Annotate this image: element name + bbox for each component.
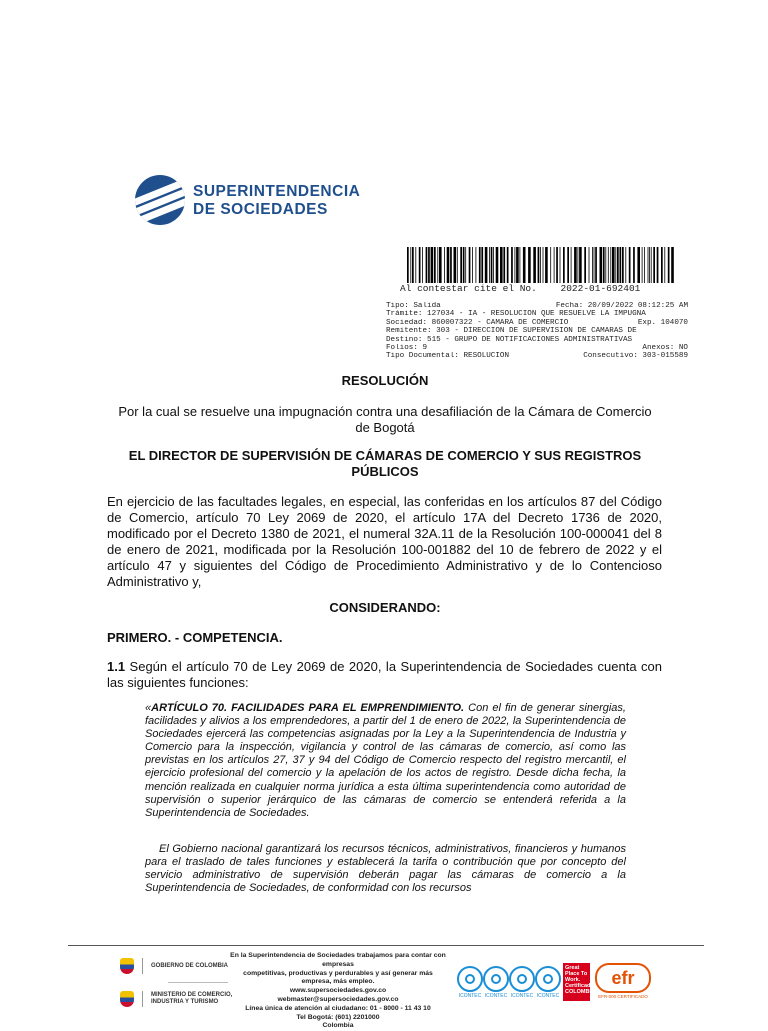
- footer-line: www.supersociedades.gov.co: [289, 987, 387, 995]
- icontec-seal-icon: [457, 966, 483, 992]
- barcode-bar: [493, 247, 494, 283]
- barcode-bar: [556, 247, 558, 283]
- barcode-bar: [605, 247, 606, 283]
- barcode-bar: [489, 247, 490, 283]
- metadata-right: Anexos: NO: [642, 344, 688, 353]
- barcode: [407, 247, 677, 283]
- ministry-line-1: MINISTERIO DE COMERCIO,: [151, 992, 233, 998]
- icontec-label: ICONTEC: [458, 993, 482, 999]
- barcode-bar: [422, 247, 423, 283]
- barcode-bar: [454, 247, 457, 283]
- barcode-bar: [574, 247, 577, 283]
- barcode-bar: [563, 247, 565, 283]
- efr-wordmark: efr: [595, 963, 651, 993]
- barcode-bar: [447, 247, 450, 283]
- barcode-bar: [545, 247, 548, 283]
- radicado-line: [400, 283, 640, 294]
- metadata-left: Sociedad: 860007322 - CAMARA DE COMERCIO: [386, 318, 569, 327]
- barcode-bar: [610, 247, 611, 283]
- colombia-shield-icon: [120, 958, 134, 974]
- barcode-bar: [450, 247, 452, 283]
- barcode-bar: [571, 247, 572, 283]
- barcode-bar: [617, 247, 619, 283]
- efr-caption: EFR-000 CERTIFICADO: [598, 994, 648, 999]
- metadata-row: [386, 302, 688, 310]
- barcode-bar: [407, 247, 409, 283]
- barcode-bar: [608, 247, 609, 283]
- barcode-bar: [642, 247, 643, 283]
- barcode-bar: [412, 247, 414, 283]
- barcode-bar: [469, 247, 471, 283]
- barcode-bar: [463, 247, 465, 283]
- ministry-label: [151, 992, 232, 1006]
- barcode-bar: [540, 247, 541, 283]
- metadata-row: [386, 310, 688, 318]
- icontec-label: ICONTEC: [484, 993, 508, 999]
- barcode-bar: [637, 247, 640, 283]
- barcode-bar: [444, 247, 445, 283]
- metadata-row: [386, 352, 688, 360]
- barcode-bar: [589, 247, 590, 283]
- footer-contact-text: [228, 952, 448, 1031]
- barcode-bar: [615, 247, 616, 283]
- efr-certification-logo: [595, 963, 651, 1001]
- paragraph-1-1: [107, 659, 662, 691]
- metadata-left: Tipo Documental: RESOLUCION: [386, 352, 510, 361]
- barcode-bar: [516, 247, 519, 283]
- footer-divider: [68, 945, 704, 946]
- metadata-left: Destino: 515 - GRUPO DE NOTIFICACIONES ADMINISTRATIVAS: [386, 335, 633, 344]
- quote-text: Con el fin de generar sinergias, facilidades y alivios a los emprendedores, a partir del 1 de enero de 2022, la Superintendencia de Sociedades ejercerá las competencias asignadas por la Ley a la Superintendencia de Industria y Comercio para la inspección, vigilancia y control de las cámaras de comercio, así como las previstas en los artículos 27, 37 y 94 del Código de Comercio respecto del registro mercantil, el ejercicio profesional del comercio y la apelación de los actos de registro. Desde dicha fecha, la mención realizada en cualquier norma jurídica a esta última superintendencia como autoridad de supervisión o superior jerárquico de las cámaras de comercio se entenderá referida a la Superintendencia de Sociedades.: [145, 702, 626, 819]
- mincomercio-logo: [120, 991, 232, 1007]
- barcode-bar: [622, 247, 624, 283]
- quote-article-70: [145, 702, 626, 820]
- footer-line: Tel Bogotá: (601) 2201000: [296, 1013, 380, 1021]
- metadata-left: Tipo: Salida: [386, 302, 441, 310]
- paragraph-number: 1.1: [107, 659, 126, 674]
- great-place-to-work-badge: Great Place To Work. Certificada COLOMBIA: [563, 963, 590, 1001]
- logo-separator: [142, 991, 143, 1007]
- barcode-bar: [476, 247, 477, 283]
- barcode-bar: [533, 247, 536, 283]
- barcode-bar: [410, 247, 411, 283]
- barcode-bar: [600, 247, 603, 283]
- document-subtitle: Por la cual se resuelve una impugnación contra una desafiliación de la Cámara de Comercio de Bogotá: [118, 404, 652, 435]
- barcode-bar: [584, 247, 586, 283]
- barcode-bar: [592, 247, 593, 283]
- metadata-row: [386, 336, 688, 344]
- metadata-right: Exp. 104070: [637, 318, 688, 327]
- footer-line: webmaster@supersociedades.gov.co: [277, 995, 399, 1003]
- footer-logo-divider: [168, 982, 228, 983]
- barcode-bar: [520, 247, 521, 283]
- metadata-left: Remitente: 303 - DIRECCIÓN DE SUPERVISIÓN DE CÁMARAS DE: [386, 327, 637, 336]
- ministry-line-2: INDUSTRIA Y TURISMO: [151, 999, 219, 1005]
- radicado-number: 2022-01-692401: [560, 283, 641, 294]
- barcode-bar: [560, 247, 561, 283]
- metadata-right: Consecutivo: 303-015589: [583, 352, 688, 361]
- supersociedades-emblem-icon: [135, 175, 185, 225]
- barcode-bar: [500, 247, 503, 283]
- barcode-bar: [481, 247, 483, 283]
- barcode-bar: [567, 247, 569, 283]
- barcode-bar: [554, 247, 555, 283]
- colombia-shield-icon: [120, 991, 134, 1007]
- barcode-bar: [528, 247, 531, 283]
- barcode-bar: [515, 247, 516, 283]
- quote-mark: «: [145, 702, 152, 714]
- issuer-heading: EL DIRECTOR DE SUPERVISIÓN DE CÁMARAS DE COMERCIO Y SUS REGISTROS PÚBLICOS: [128, 448, 642, 479]
- footer-line: competitivas, productivas y perdurables y así generar más empresa, más empleo.: [243, 969, 433, 986]
- barcode-bar: [657, 247, 659, 283]
- radicado-metadata: [386, 302, 688, 361]
- barcode-bar: [431, 247, 434, 283]
- footer-line: En la Superintendencia de Sociedades trabajamos para contar con empresas: [230, 952, 446, 968]
- barcode-bar: [620, 247, 622, 283]
- barcode-bar: [579, 247, 582, 283]
- barcode-bar: [472, 247, 473, 283]
- logo-separator: [142, 958, 143, 974]
- considerando-heading: CONSIDERANDO:: [329, 600, 441, 615]
- barcode-bar: [511, 247, 513, 283]
- barcode-bar: [629, 247, 631, 283]
- icontec-seal-icon: [509, 966, 535, 992]
- barcode-bar: [507, 247, 509, 283]
- barcode-bar: [603, 247, 605, 283]
- barcode-bar: [664, 247, 665, 283]
- barcode-bar: [671, 247, 674, 283]
- quote-text-2: El Gobierno nacional garantizará los recursos técnicos, administrativos, financieros y humanos para el traslado de tales funciones y establecerá la tarifa o contribución que por concepto del servicio administrativo de supervisión deberán pagar las cámaras de comercio a la Superintendencia de Sociedades, de conformidad con los recursos: [145, 843, 626, 895]
- barcode-bar: [651, 247, 652, 283]
- barcode-label: Al contestar cite el No.: [400, 283, 537, 294]
- document-title: RESOLUCIÓN: [341, 373, 429, 388]
- metadata-row: [386, 344, 688, 352]
- metadata-row: [386, 327, 688, 335]
- barcode-bar: [649, 247, 650, 283]
- footer-line: Colombia: [322, 1022, 354, 1030]
- barcode-bar: [595, 247, 597, 283]
- metadata-right: Fecha: 20/09/2022 08:12:25 AM: [555, 302, 688, 310]
- barcode-bar: [543, 247, 544, 283]
- barcode-bar: [538, 247, 540, 283]
- barcode-bar: [653, 247, 655, 283]
- icontec-label: ICONTEC: [510, 993, 534, 999]
- barcode-bar: [465, 247, 466, 283]
- barcode-bar: [668, 247, 670, 283]
- barcode-bar: [479, 247, 481, 283]
- barcode-bar: [491, 247, 493, 283]
- barcode-bar: [503, 247, 505, 283]
- barcode-bar: [439, 247, 442, 283]
- barcode-bar: [578, 247, 579, 283]
- barcode-bar: [419, 247, 421, 283]
- barcode-bar: [415, 247, 416, 283]
- footer-line: Línea única de atención al ciudadano: 01 - 8000 - 11 43 10: [245, 1004, 431, 1012]
- barcode-bar: [648, 247, 649, 283]
- barcode-bar: [594, 247, 595, 283]
- section-heading-primero: PRIMERO. - COMPETENCIA.: [107, 630, 283, 645]
- logo-line-2: DE SOCIEDADES: [193, 201, 328, 218]
- logo-line-1: SUPERINTENDENCIA: [193, 183, 361, 200]
- barcode-bar: [625, 247, 626, 283]
- barcode-bar: [426, 247, 428, 283]
- gov-label: GOBIERNO DE COLOMBIA: [151, 962, 229, 969]
- barcode-bar: [550, 247, 551, 283]
- logo-text: [193, 183, 360, 219]
- barcode-bar: [633, 247, 635, 283]
- icontec-seal-icon: [535, 966, 561, 992]
- barcode-bar: [485, 247, 488, 283]
- metadata-row: [386, 319, 688, 327]
- barcode-bar: [612, 247, 615, 283]
- icontec-label: ICONTEC: [536, 993, 560, 999]
- intro-paragraph: En ejercicio de las facultades legales, en especial, las conferidas en los artículos 87 del Código de Comercio, artículo 70 Ley 2069 de 2020, el artículo 17A del Decreto 1736 de 2020, modificado por el Decreto 1380 de 2021, el numeral 32A.11 de la Resolución 100-000041 del 8 de enero de 2021, modificada por la Resolución 100-001882 del 10 de febrero de 2022 y el artículo 47 y siguientes del Código de Procedimiento Administrativo y de lo Contencioso Administrativo y,: [107, 494, 662, 589]
- barcode-bar: [428, 247, 430, 283]
- quote-paragraph-2: [145, 843, 626, 895]
- metadata-left: Trámite: 127034 - IA - RESOLUCIÓN QUE RESUELVE LA IMPUGNA: [386, 310, 646, 319]
- supersociedades-logo: [135, 175, 385, 225]
- paragraph-text: Según el artículo 70 de Ley 2069 de 2020, la Superintendencia de Sociedades cuenta con las siguientes funciones:: [107, 659, 662, 690]
- barcode-bar: [457, 247, 458, 283]
- barcode-bar: [523, 247, 526, 283]
- metadata-left: Folios: 9: [386, 344, 428, 353]
- icontec-seal-icon: [483, 966, 509, 992]
- barcode-bar: [661, 247, 663, 283]
- barcode-bar: [437, 247, 438, 283]
- quote-heading: ARTÍCULO 70. FACILIDADES PARA EL EMPRENDIMIENTO.: [151, 702, 465, 714]
- barcode-bar: [460, 247, 462, 283]
- gobierno-colombia-logo: [120, 958, 228, 974]
- barcode-bar: [434, 247, 436, 283]
- barcode-bar: [644, 247, 645, 283]
- barcode-bar: [496, 247, 499, 283]
